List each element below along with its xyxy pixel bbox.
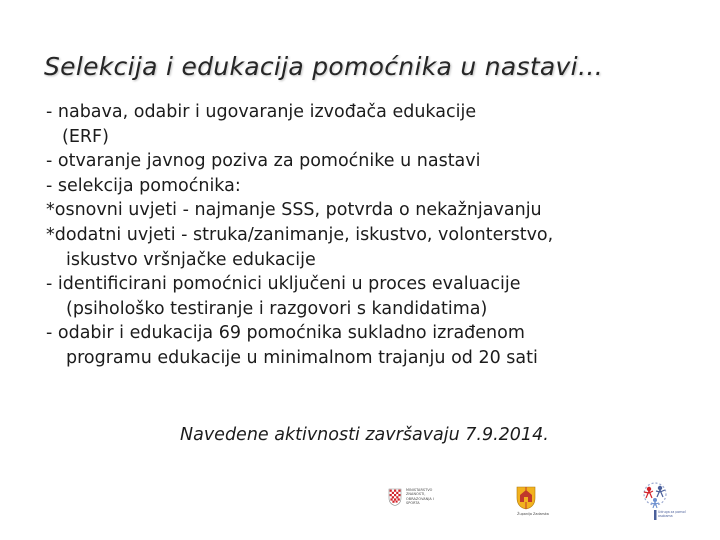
body-line: (psihološko testiranje i razgovori s kandidatima) [66,298,488,319]
body-line: - odabir i edukacija 69 pomoćnika sukladno izrađenom [46,323,525,344]
county-shield-icon [516,486,536,510]
footer-logos [0,470,720,540]
body-line: (ERF) [62,126,109,147]
body-line: *osnovni uvjeti - najmanje SSS, potvrda o nekažnjavanju [46,200,542,221]
ministry-logo [388,488,435,510]
body-line: - identificirani pomoćnici uključeni u proces evaluacije [46,274,521,295]
body-line: iskustvo vršnjačke edukacije [66,249,316,270]
body-line: *dodatni uvjeti - struka/zanimanje, iskustvo, volonterstvo, [46,224,554,245]
slide-title: Selekcija i edukacija pomoćnika u nastavi… [44,52,604,81]
slide-body [46,100,686,371]
association-logo-text: Udruga za pomoć osobama [658,510,687,518]
body-line: - selekcija pomoćnika: [46,175,241,196]
body-line: - otvaranje javnog poziva za pomoćnike u nastavi [46,151,481,172]
croatian-coat-of-arms-icon [388,488,402,506]
ministry-logo-text: MINISTARSTVO ZNANOSTI, OBRAZOVANJA I SPORTA [406,488,435,506]
county-logo [516,486,549,516]
closing-note: Navedene aktivnosti završavaju 7.9.2014. [180,425,549,445]
body-line: - nabava, odabir i ugovaranje izvođača edukacije [46,102,477,122]
association-logo [640,480,687,526]
county-logo-text: Županija Zadarska [517,512,549,516]
body-line: programu edukacije u minimalnom trajanju od 20 sati [66,347,538,368]
